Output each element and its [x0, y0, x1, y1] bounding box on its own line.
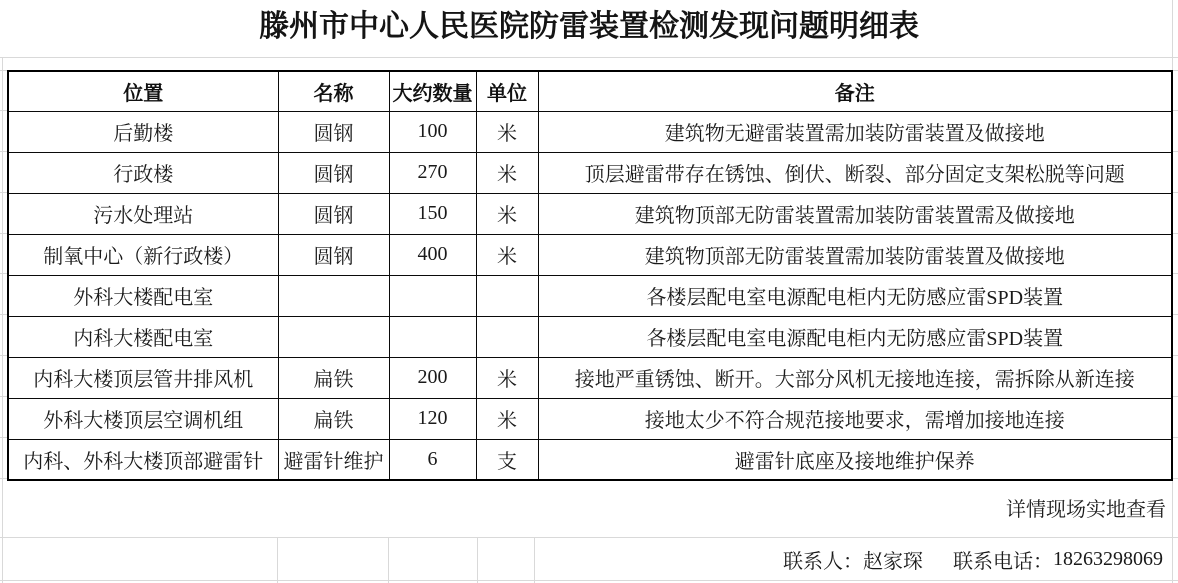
page-title: 滕州市中心人民医院防雷装置检测发现问题明细表	[259, 10, 919, 43]
phone-number: 18263298069	[1053, 547, 1163, 570]
table-row	[8, 275, 1172, 316]
cell-unit: 米	[476, 111, 538, 152]
cell-location: 外科大楼配电室	[8, 275, 278, 316]
cell-remarks: 建筑物无避雷装置需加装防雷装置及做接地	[538, 111, 1172, 152]
header-location: 位置	[8, 71, 278, 111]
cell-name: 扁铁	[278, 398, 389, 439]
contact-name: 赵家琛	[863, 550, 923, 573]
table-row	[8, 316, 1172, 357]
cell-name	[278, 275, 389, 316]
cell-remarks: 建筑物顶部无防雷装置需加装防雷装置需及做接地	[538, 193, 1172, 234]
cell-unit	[476, 316, 538, 357]
cell-remarks: 各楼层配电室电源配电柜内无防感应雷SPD装置	[538, 316, 1172, 357]
cell-unit: 米	[476, 398, 538, 439]
cell-quantity: 6	[389, 439, 476, 480]
cell-name: 避雷针维护	[278, 439, 389, 480]
cell-remarks: 避雷针底座及接地维护保养	[538, 439, 1172, 480]
cell-name: 扁铁	[278, 357, 389, 398]
cell-location: 内科大楼顶层管井排风机	[8, 357, 278, 398]
cell-location: 制氧中心（新行政楼）	[8, 234, 278, 275]
cell-quantity	[389, 316, 476, 357]
header-quantity: 大约数量	[389, 71, 476, 111]
contact-label: 联系人：	[783, 550, 863, 573]
cell-unit: 支	[476, 439, 538, 480]
cell-location: 行政楼	[8, 152, 278, 193]
site-inspection-note: 详情现场实地查看	[1006, 499, 1166, 521]
cell-location: 内科大楼配电室	[8, 316, 278, 357]
cell-quantity	[389, 275, 476, 316]
table-row	[8, 357, 1172, 398]
cell-quantity: 120	[389, 398, 476, 439]
table-row	[8, 398, 1172, 439]
cell-location: 外科大楼顶层空调机组	[8, 398, 278, 439]
cell-remarks: 各楼层配电室电源配电柜内无防感应雷SPD装置	[538, 275, 1172, 316]
gridline-horizontal	[0, 57, 1178, 58]
cell-name: 圆钢	[278, 234, 389, 275]
cell-unit: 米	[476, 152, 538, 193]
cell-name	[278, 316, 389, 357]
table-row	[8, 152, 1172, 193]
cell-location: 后勤楼	[8, 111, 278, 152]
cell-quantity: 150	[389, 193, 476, 234]
cell-remarks: 接地严重锈蚀、断开。大部分风机无接地连接，需拆除从新连接	[538, 357, 1172, 398]
table-row	[8, 439, 1172, 480]
header-name: 名称	[278, 71, 389, 111]
cell-remarks: 顶层避雷带存在锈蚀、倒伏、断裂、部分固定支架松脱等问题	[538, 152, 1172, 193]
cell-location: 污水处理站	[8, 193, 278, 234]
cell-remarks: 建筑物顶部无防雷装置需加装防雷装置及做接地	[538, 234, 1172, 275]
table-header-row	[8, 71, 1172, 111]
cell-name: 圆钢	[278, 193, 389, 234]
cell-quantity: 200	[389, 357, 476, 398]
header-unit: 单位	[476, 71, 538, 111]
cell-name: 圆钢	[278, 152, 389, 193]
cell-unit: 米	[476, 193, 538, 234]
cell-name: 圆钢	[278, 111, 389, 152]
cell-unit	[476, 275, 538, 316]
gridline-vertical	[2, 57, 3, 583]
cell-unit: 米	[476, 234, 538, 275]
table-row	[8, 111, 1172, 152]
header-remarks: 备注	[538, 71, 1172, 111]
cell-quantity: 400	[389, 234, 476, 275]
cell-remarks: 接地太少不符合规范接地要求，需增加接地连接	[538, 398, 1172, 439]
cell-location: 内科、外科大楼顶部避雷针	[8, 439, 278, 480]
table-row	[8, 193, 1172, 234]
cell-quantity: 100	[389, 111, 476, 152]
table-row	[8, 234, 1172, 275]
contact-line	[0, 537, 1172, 581]
phone-label: 联系电话：	[953, 550, 1053, 573]
cell-quantity: 270	[389, 152, 476, 193]
problems-table	[7, 70, 1173, 481]
cell-unit: 米	[476, 357, 538, 398]
